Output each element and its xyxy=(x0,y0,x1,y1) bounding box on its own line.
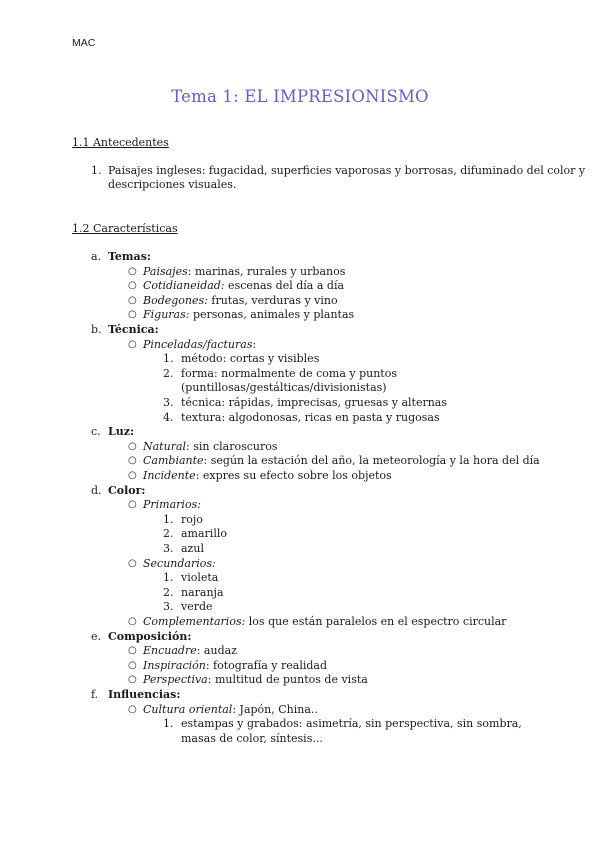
item-description: escenas del día a día xyxy=(224,279,345,293)
sub-number: 1. xyxy=(163,512,174,526)
list-item-text: Paisajes ingleses: fugacidad, superficies vaporosas y borrosas, difuminado del color y xyxy=(108,164,586,177)
item-description: : Japón, China.. xyxy=(232,702,318,716)
item-term: Natural xyxy=(143,439,187,453)
section-heading-antecedentes: 1.1 Antecedentes xyxy=(72,136,169,149)
bullet-item xyxy=(143,703,318,717)
sub-item: rojo xyxy=(181,512,203,526)
bullet-item xyxy=(143,279,344,293)
page-title: Tema 1: EL IMPRESIONISMO xyxy=(171,87,429,106)
sub-item: estampas y grabados: asimetría, sin perspectiva, sin sombra, xyxy=(181,717,522,731)
item-description: : xyxy=(252,337,257,351)
item-description: personas, animales y plantas xyxy=(189,308,355,322)
sub-item: método: cortas y visibles xyxy=(181,352,320,366)
item-description: : expres su efecto sobre los objetos xyxy=(195,469,392,482)
bullet-item xyxy=(143,265,345,279)
bullet-icon: ○ xyxy=(128,440,137,452)
item-description: : sin claroscuros xyxy=(186,439,278,453)
bullet-icon: ○ xyxy=(128,280,137,292)
bullet-item xyxy=(143,338,256,352)
item-term: Cambiante xyxy=(143,454,204,468)
sub-number: 2. xyxy=(163,585,174,599)
list-number: 1. xyxy=(91,164,102,177)
sub-number: 1. xyxy=(163,571,174,585)
sub-item: naranja xyxy=(181,585,224,599)
sub-item: textura: algodonosas, ricas en pasta y rugosas xyxy=(181,410,440,424)
item-description: los que están paralelos en el espectro circular xyxy=(245,615,507,628)
sub-item: amarillo xyxy=(181,527,227,541)
sub-item: azul xyxy=(181,542,204,555)
list-letter: c. xyxy=(91,425,101,439)
item-term: Perspectiva xyxy=(143,673,208,687)
item-term: Secundarios: xyxy=(143,556,216,570)
bullet-item xyxy=(143,294,338,308)
bullet-item xyxy=(143,557,216,571)
bullet-item xyxy=(143,615,506,629)
bullet-item xyxy=(143,498,201,512)
item-term: Figuras: xyxy=(143,308,190,322)
sub-item: verde xyxy=(181,600,213,614)
item-term: Encuadre xyxy=(143,644,197,658)
category-label: Composición: xyxy=(108,629,192,643)
bullet-icon: ○ xyxy=(128,265,137,277)
bullet-item xyxy=(143,308,354,322)
sub-number: 3. xyxy=(163,396,174,409)
category-label: Influencias: xyxy=(108,688,181,701)
sub-item: violeta xyxy=(181,571,219,585)
item-term: Primarios: xyxy=(143,498,201,512)
sub-number: 3. xyxy=(163,600,174,614)
item-term: Bodegones: xyxy=(143,293,208,307)
item-term: Pinceladas/facturas xyxy=(143,337,253,351)
bullet-icon: ○ xyxy=(128,616,137,627)
bullet-icon: ○ xyxy=(128,659,137,671)
bullet-icon: ○ xyxy=(128,499,137,511)
item-term: Cotidianeidad: xyxy=(143,279,225,293)
item-description: : según la estación del año, la meteorología y la hora del día xyxy=(203,454,540,468)
list-letter: d. xyxy=(91,483,102,497)
bullet-icon: ○ xyxy=(128,338,137,350)
bullet-icon: ○ xyxy=(128,470,137,481)
bullet-icon: ○ xyxy=(128,455,137,467)
sub-item: técnica: rápidas, imprecisas, gruesas y alternas xyxy=(181,396,448,409)
bullet-item xyxy=(143,644,237,658)
bullet-icon: ○ xyxy=(128,557,137,569)
sub-number: 1. xyxy=(163,717,174,731)
item-term: Cultura oriental xyxy=(143,702,233,716)
list-letter: b. xyxy=(91,323,102,336)
sub-number: 2. xyxy=(163,366,174,380)
item-term: Inspiración xyxy=(143,658,206,672)
sub-number: 1. xyxy=(163,352,174,366)
item-term: Paisajes xyxy=(143,264,188,278)
item-description: : fotografía y realidad xyxy=(205,658,327,672)
list-letter: f. xyxy=(91,688,99,701)
sub-item: forma: normalmente de coma y puntos xyxy=(181,366,397,380)
category-label: Color: xyxy=(108,483,146,497)
sub-number: 2. xyxy=(163,527,174,541)
bullet-item xyxy=(143,440,278,454)
bullet-icon: ○ xyxy=(128,674,137,686)
bullet-icon: ○ xyxy=(128,703,137,715)
bullet-item xyxy=(143,673,368,687)
category-label: Técnica: xyxy=(108,323,159,336)
sub-item: (puntillosas/gestálticas/divisionistas) xyxy=(181,381,387,395)
bullet-icon: ○ xyxy=(128,645,137,657)
bullet-item xyxy=(143,454,540,468)
item-description: : audaz xyxy=(196,644,237,658)
list-letter: a. xyxy=(91,250,102,263)
list-item-text: descripciones visuales. xyxy=(108,178,237,191)
category-label: Luz: xyxy=(108,425,135,439)
category-label: Temas: xyxy=(108,250,151,263)
item-description: frutas, verduras y vino xyxy=(207,293,338,307)
item-description: : marinas, rurales y urbanos xyxy=(187,264,346,278)
page-header: MAC xyxy=(72,37,96,49)
sub-number: 3. xyxy=(163,542,174,555)
list-letter: e. xyxy=(91,629,102,643)
bullet-icon: ○ xyxy=(128,309,137,321)
bullet-item xyxy=(143,469,392,483)
bullet-icon: ○ xyxy=(128,294,137,306)
item-term: Complementarios: xyxy=(143,615,246,628)
bullet-item xyxy=(143,659,327,673)
sub-number: 4. xyxy=(163,410,174,424)
sub-item: masas de color, síntesis... xyxy=(181,731,323,745)
item-description: : multitud de puntos de vista xyxy=(207,673,368,687)
item-term: Incidente xyxy=(143,469,196,482)
section-heading-caracteristicas: 1.2 Características xyxy=(72,222,178,235)
